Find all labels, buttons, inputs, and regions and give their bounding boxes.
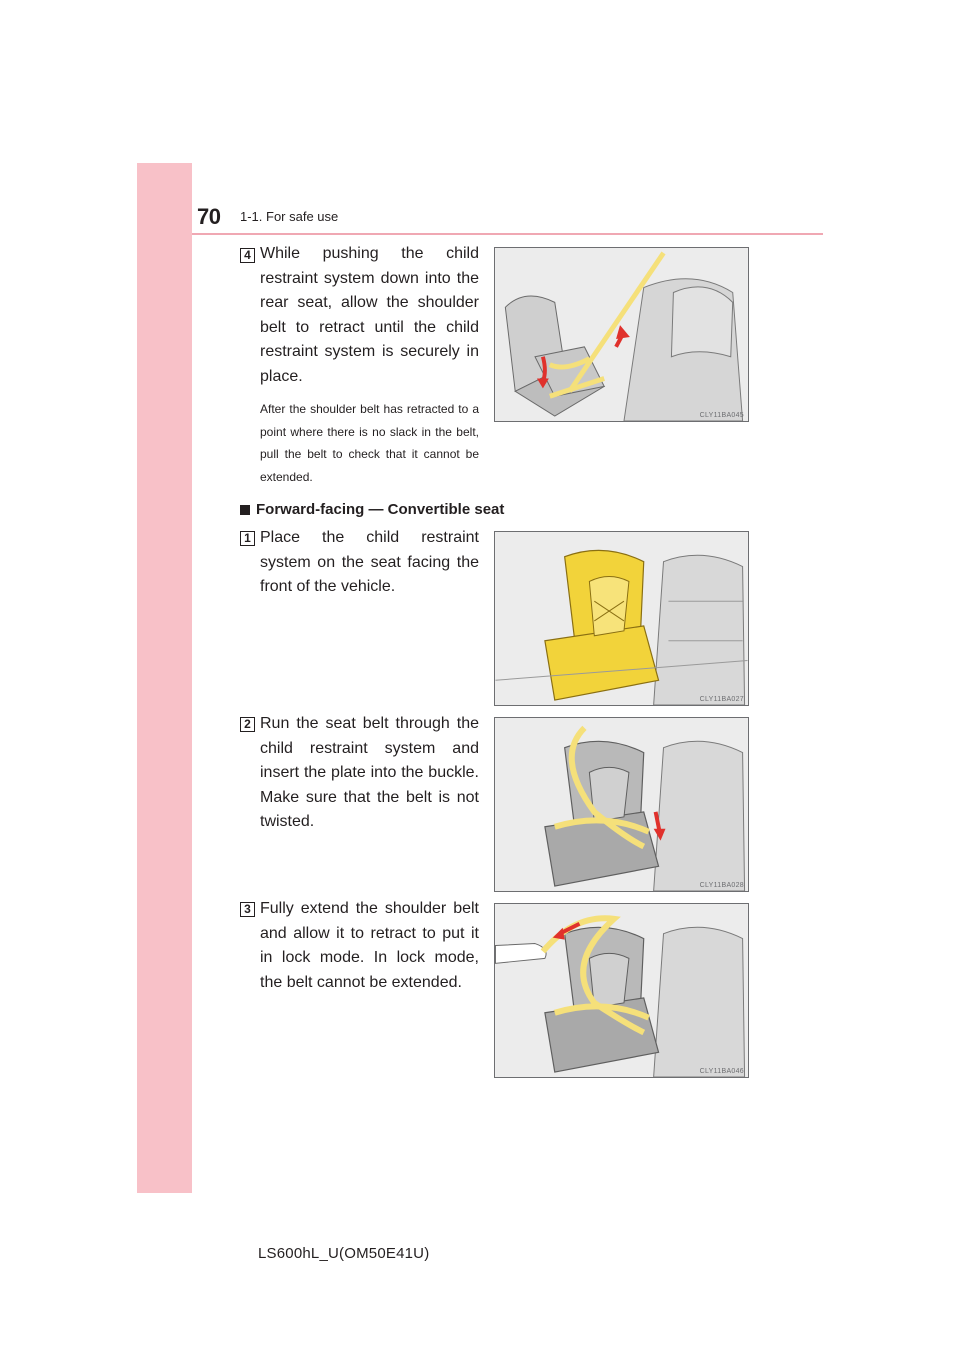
figure-code: CLY11BA046 (699, 1068, 744, 1075)
figure-code: CLY11BA027 (699, 696, 744, 703)
step-badge-4: 4 (240, 248, 255, 263)
footer-model-code: LS600hL_U(OM50E41U) (258, 1245, 430, 1262)
figure-code: CLY11BA028 (699, 882, 744, 889)
step-4-text: While pushing the child restraint system down into the rear seat, allow the shoulder belt to retract until the child restraint system is securely in place. (260, 245, 479, 385)
page-number: 70 (197, 204, 221, 229)
figure-step-4 (494, 247, 749, 422)
step-badge-2: 2 (240, 717, 255, 732)
belt-routing-illustration (495, 718, 748, 891)
step-2-text: Run the seat belt through the child restraint system and insert the plate into the buckle. Make sure that the belt is not twisted. (260, 715, 479, 830)
forward-facing-seat-illustration (495, 532, 748, 705)
figure-step-1 (494, 531, 749, 706)
side-tab-bar (137, 163, 192, 1193)
step-badge-1: 1 (240, 531, 255, 546)
section-title: 1-1. For safe use (240, 209, 339, 224)
belt-lock-mode-illustration (495, 904, 748, 1077)
step-badge-3: 3 (240, 902, 255, 917)
step-3-text: Fully extend the shoulder belt and allow it to retract to put it in lock mode. In lock mode, the belt cannot be extended. (260, 900, 479, 991)
step-1-text: Place the child restraint system on the seat facing the front of the vehicle. (260, 529, 479, 595)
figure-step-2 (494, 717, 749, 892)
figure-code: CLY11BA045 (699, 412, 744, 419)
rear-facing-seat-illustration (495, 248, 748, 421)
subheading-label: Forward-facing — Convertible seat (256, 501, 505, 518)
figure-step-3 (494, 903, 749, 1078)
square-bullet-icon (240, 505, 250, 515)
step-4-note: After the shoulder belt has retracted to a point where there is no slack in the belt, pull the belt to check that it cannot be extended. (260, 402, 479, 484)
header-rule (192, 233, 823, 235)
subheading-forward-facing (240, 501, 504, 518)
